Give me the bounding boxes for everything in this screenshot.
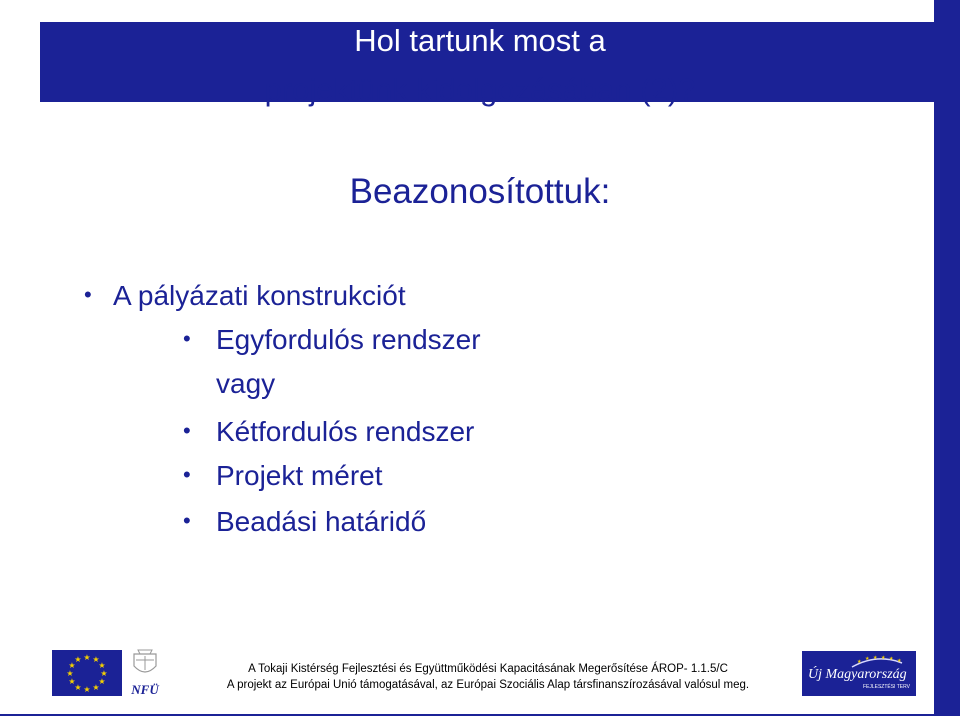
svg-text:★: ★: [889, 656, 894, 662]
svg-text:★: ★: [83, 685, 91, 694]
list-item-main: A pályázati konstrukciót: [113, 280, 406, 311]
svg-text:★: ★: [897, 658, 902, 664]
uj-magyarorszag-text: Új Magyarország: [808, 667, 907, 682]
svg-text:★: ★: [83, 653, 91, 662]
svg-text:★: ★: [92, 655, 100, 664]
list-item-sub: Egyfordulós rendszer: [216, 324, 481, 355]
bullet-icon: •: [183, 326, 191, 351]
svg-text:★: ★: [68, 677, 76, 686]
bullet-icon: •: [183, 462, 191, 487]
svg-text:★: ★: [74, 683, 82, 692]
svg-text:★: ★: [74, 655, 82, 664]
svg-text:★: ★: [98, 677, 106, 686]
footer-line-2: A projekt az Európai Unió támogatásával, az Európai Szociális Alap társfinanszírozásával valósul meg.: [226, 679, 750, 691]
list-item-connector: vagy: [216, 368, 276, 399]
title-line-1: Hol tartunk most a: [354, 23, 606, 58]
list-item-sub: Kétfordulós rendszer: [216, 416, 475, 447]
bullet-icon: •: [84, 282, 92, 307]
subheading: Beazonosítottuk:: [349, 172, 611, 211]
svg-text:★: ★: [865, 656, 870, 662]
eu-flag-logo: [52, 650, 122, 696]
title-line-2: projektünk kidolgozásában (2)?: [264, 72, 696, 107]
nfu-text: NFÜ: [131, 682, 159, 697]
svg-text:★: ★: [92, 683, 100, 692]
svg-text:★: ★: [873, 655, 878, 661]
svg-text:★: ★: [881, 655, 886, 661]
svg-text:★: ★: [857, 659, 862, 665]
fejlesztesi-terv-text: FEJLESZTÉSI TERV: [862, 684, 910, 690]
svg-text:★: ★: [66, 669, 74, 678]
bullet-icon: •: [183, 418, 191, 443]
footer-line-1: A Tokaji Kistérség Fejlesztési és Együttműködési Kapacitásának Megerősítése ÁROP- 1.1.5/C: [248, 663, 728, 675]
nfu-logo: [126, 648, 164, 698]
list-item-sub: Projekt méret: [216, 460, 383, 491]
bullet-icon: •: [183, 508, 191, 533]
svg-text:★: ★: [98, 661, 106, 670]
svg-text:★: ★: [100, 669, 108, 678]
svg-text:★: ★: [68, 661, 76, 670]
uj-magyarorszag-logo: [802, 651, 916, 696]
list-item-sub: Beadási határidő: [216, 506, 427, 537]
coat-of-arms-icon: [126, 648, 164, 678]
